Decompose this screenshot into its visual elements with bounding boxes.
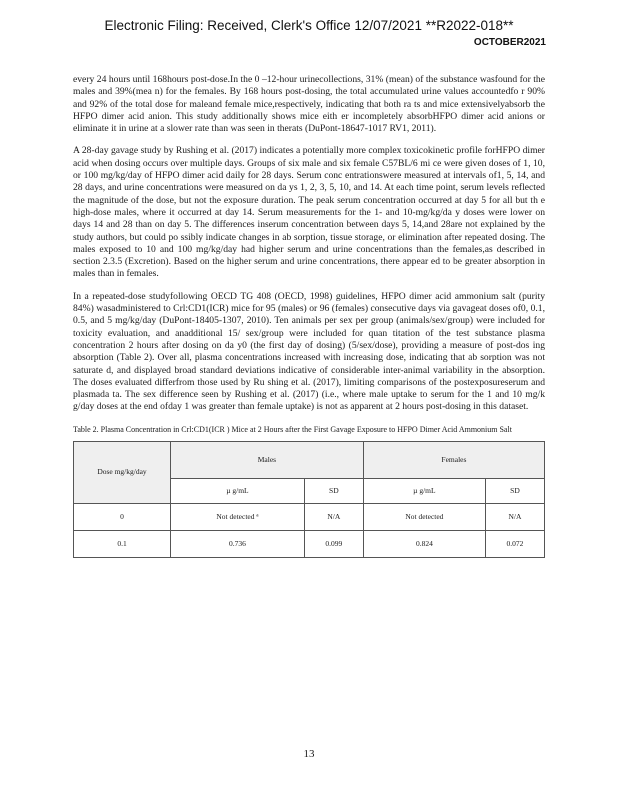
table-cell: Not detected ª [171,503,305,530]
table-row [74,530,545,557]
page-number: 13 [303,748,315,760]
table-cell: 0.824 [363,530,485,557]
filing-header: Electronic Filing: Received, Clerk's Office 12/07/2021 **R2022-018** [104,18,514,33]
plasma-concentration-table [73,441,545,558]
paragraph: A 28-day gavage study by Rushing et al. (2017) indicates a potentially more complex toxicokinetic profile forHFPO dimer acid when dosing occurs over multiple days. Groups of six male and six female C57BL/6 mi ce were given doses of 1, 10, or 100 mg/kg/day of HFPO dimer acid daily for 28 days. Serum conc entrationswere measured at intervals of1, 5, 14, and 28 days, and urine concentrations were measured on da ys 1, 2, 3, 5, 10, and 14. At each time point, serum levels reflected the magnitude of the dose, but not the exposure duration. The peak serum concentration occurred at day 5 for all but th e high-dose males, where it occurred at day 14. Serum measurements for the 1- and 10-mg/kg/da y doses were lower on days 14 and 28 than on day 5. The differences inserum concentration between days 5, 14,and 28are not explained by the study authors, but could po ssibly indicate changes in ab sorption, tissue storage, or elimination after repeated dosing. The males exposed to 10 and 100 mg/kg/day had higher serum and urine concentrations than the females,as described in section 2.3.5 (Excretion). Based on the higher serum and urine concentrations, there appear ed to be greater absorption in males than in females. [73,145,545,280]
table-cell: N/A [304,503,363,530]
table-cell: N/A [485,503,544,530]
table-cell: Not detected [363,503,485,530]
column-header: µ g/mL [171,478,305,503]
column-header: SD [304,478,363,503]
table-row [74,503,545,530]
table-cell: 0 [74,503,171,530]
paragraph: every 24 hours until 168hours post-dose.In the 0 –12-hour urinecollections, 31% (mean) of the substance wasfound for the males and 39%(mea n) for the females. By 168 hours post-dosing, the total accumulated urine values accountedfo r 90% and 92% of the total dose for maleand female mice,respectively, indicating that both ra ts and mice extensivelyabsorb the HFPO dimer acid anion. This study additionally shows mice eith er incompletely absorbHFPO dimer acid anions or eliminate it in urine at a slower rate than was seen in therats (DuPont-18647-1017 RV1, 2011). [73,74,545,135]
males-header: Males [171,441,364,478]
column-header: µ g/mL [363,478,485,503]
paragraph: In a repeated-dose studyfollowing OECD TG 408 (OECD, 1998) guidelines, HFPO dimer acid ammonium salt (purity 84%) wasadministered to Crl:CD1(ICR) mice for 95 (males) or 96 (females) consecutive days via gavageat doses of0, 0.1, 0.5, and 5 mg/kg/day (DuPont-18405-1307, 2010). Ten animals per sex per group (animals/sex/group) were included for toxicity evaluation, and anadditional 15/ sex/group were included for quan titation of the test substance plasma concentration 2 hours after dosing on da y0 (the first day of dosing) (5/sex/dose), providing a measure of post-dos ing absorption (Table 2). Over all, plasma concentrations increased with increasing dose, indicating that ab sorption was not saturate d, and displayed broad standard deviations indicative of considerable inter-animal variability in the absorption. The doses evaluated differfrom those used by Ru shing et al. (2017), limiting comparisons of the postexposureserum and plasmada ta. The sex difference seen by Rushing et al. (2017) (i.e., where male uptake to serum for the 1 and 10 mg/k g/day doses at the end ofday 1 was greater than female uptake) is not as apparent at 2 hours post-dosing in this dataset. [73,290,545,413]
document-body [73,74,545,558]
table-cell: 0.099 [304,530,363,557]
dose-header: Dose mg/kg/day [74,441,171,503]
table-caption: Table 2. Plasma Concentration in Crl:CD1(ICR ) Mice at 2 Hours after the First Gavage Exposure to HFPO Dimer Acid Ammonium Salt [73,424,512,434]
document-date: OCTOBER2021 [473,37,546,48]
table-cell: 0.072 [485,530,544,557]
column-header: SD [485,478,544,503]
table-cell: 0.736 [171,530,305,557]
females-header: Females [363,441,544,478]
table-cell: 0.1 [74,530,171,557]
